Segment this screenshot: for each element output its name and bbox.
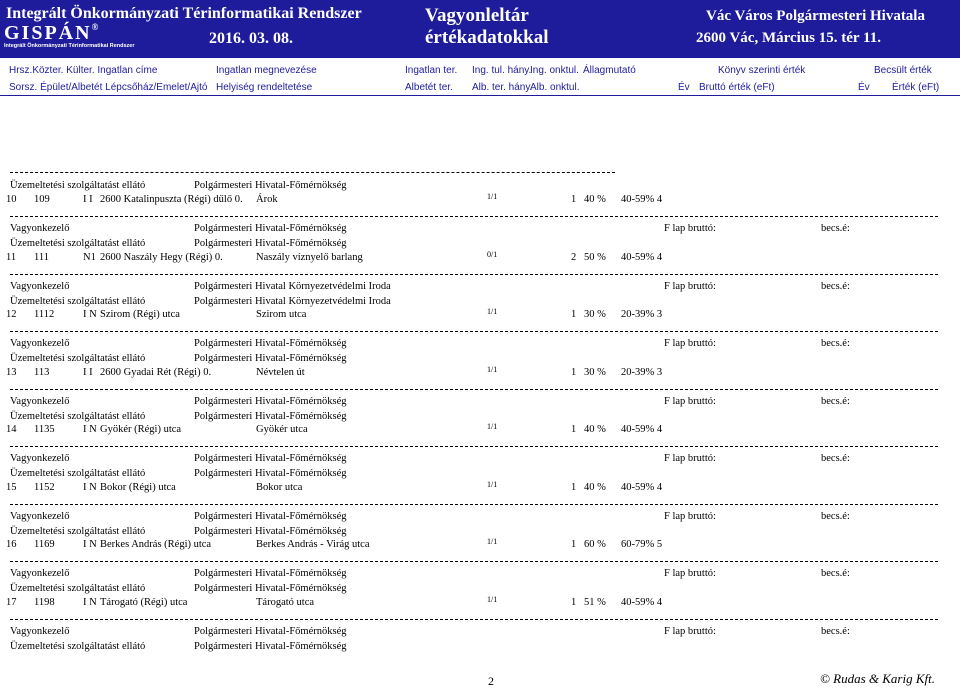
row-pct: 30 % [584, 309, 606, 320]
header-allagmutato: Állagmutató [583, 65, 636, 76]
row-tul-hany: 1/1 [487, 479, 498, 489]
vagyonkezelo-label: Vagyonkezelő [10, 338, 70, 349]
vagyonkezelo-value: Polgármesteri Hivatal-Főmérnökség [194, 453, 347, 464]
becs-label: becs.é: [821, 223, 850, 234]
row-sorszam: 10 [6, 194, 17, 205]
vagyonkezelo-label: Vagyonkezelő [10, 223, 70, 234]
row-separator [10, 561, 938, 562]
row-allagmutato: 20-39% 3 [621, 366, 663, 378]
row-sorszam: 17 [6, 596, 17, 608]
row-cim: Bokor (Régi) utca [100, 481, 176, 493]
report-date: 2016. 03. 08. [209, 30, 293, 47]
vagyonkezelo-label: Vagyonkezelő [10, 510, 70, 522]
becs-label: becs.é: [821, 625, 850, 637]
row-onktul: 1 [571, 194, 577, 205]
uzemeltetesi-value: Polgármesteri Hivatal-Főmérnökség [194, 583, 347, 594]
row-sorszam: 16 [6, 539, 17, 550]
organization-name: Vác Város Polgármesteri Hivatala [706, 8, 925, 24]
vagyonkezelo-value: Polgármesteri Hivatal-Főmérnökség [194, 625, 347, 637]
vagyonkezelo-value: Polgármesteri Hivatal-Főmérnökség [194, 510, 347, 522]
report-subtitle: értékadatokkal [425, 27, 549, 48]
row-separator [10, 446, 938, 447]
row-allagmutato: 40-59% 4 [621, 251, 663, 263]
vagyonkezelo-label: Vagyonkezelő [10, 568, 70, 579]
row-kod: I N [83, 309, 97, 320]
becs-label: becs.é: [821, 338, 850, 349]
row-onktul: 1 [571, 424, 577, 435]
row-allagmutato: 60-79% 5 [621, 539, 663, 550]
header-ev-2: Év [858, 82, 870, 93]
uzemeltetesi-value: Polgármesteri Hivatal-Főmérnökség [194, 525, 347, 537]
row-separator [10, 389, 938, 390]
uzemeltetesi-label: Üzemeltetési szolgáltatást ellátó [10, 410, 146, 422]
row-separator [10, 331, 938, 332]
flap-label: F lap bruttó: [664, 568, 716, 579]
row-onktul: 1 [571, 309, 577, 320]
organization-address: 2600 Vác, Március 15. tér 11. [696, 30, 881, 46]
row-kod: I N [83, 424, 97, 435]
row-hrsz: 1198 [34, 596, 55, 608]
row-onktul: 1 [571, 366, 577, 378]
row-onktul: 1 [571, 596, 577, 608]
row-separator [10, 274, 938, 275]
row-cim: 2600 Katalinpuszta (Régi) dűlő 0. [100, 194, 243, 205]
row-pct: 40 % [584, 481, 606, 493]
row-tul-hany: 1/1 [487, 422, 498, 431]
row-hrsz: 109 [34, 194, 50, 205]
row-hrsz: 111 [34, 251, 49, 263]
uzemeltetesi-label: Üzemeltetési szolgáltatást ellátó [10, 583, 146, 594]
flap-label: F lap bruttó: [664, 223, 716, 234]
row-tul-hany: 1/1 [487, 537, 498, 546]
uzemeltetesi-value: Polgármesteri Hivatal-Főmérnökség [194, 353, 347, 364]
becs-label: becs.é: [821, 568, 850, 579]
row-tul-hany: 1/1 [487, 364, 498, 374]
header-alb-tul: Alb. ter. hány. [472, 82, 533, 93]
uzemeltetesi-label: Üzemeltetési szolgáltatást ellátó [10, 640, 146, 652]
row-tul-hany: 1/1 [487, 594, 498, 604]
header-becsult: Becsült érték [874, 65, 932, 76]
uzemeltetesi-value: Polgármesteri Hivatal-Főmérnökség [194, 238, 347, 249]
row-pct: 40 % [584, 424, 606, 435]
becs-label: becs.é: [821, 453, 850, 464]
row-cim: 2600 Naszály Hegy (Régi) 0. [100, 251, 223, 263]
uzemeltetesi-value: Polgármesteri Hivatal-Főmérnökség [194, 640, 347, 652]
row-megnevezes: Tárogató utca [256, 596, 315, 608]
header-ingatlan-ter: Ingatlan ter. [405, 65, 458, 76]
row-tul-hany: 1/1 [487, 307, 498, 316]
row-sorszam: 12 [6, 309, 17, 320]
flap-label: F lap bruttó: [664, 338, 716, 349]
vagyonkezelo-value: Polgármesteri Hivatal Környezetvédelmi Iroda [194, 280, 391, 292]
row-allagmutato: 40-59% 4 [621, 481, 663, 493]
row-cim: Tárogató (Régi) utca [100, 596, 188, 608]
uzemeltetesi-label: Üzemeltetési szolgáltatást ellátó [10, 353, 146, 364]
flap-label: F lap bruttó: [664, 510, 716, 522]
header-megnevezes: Ingatlan megnevezése [216, 65, 317, 76]
row-megnevezes: Gyökér utca [256, 424, 308, 435]
header-brutto: Bruttó érték (eFt) [699, 82, 775, 93]
vagyonkezelo-label: Vagyonkezelő [10, 625, 70, 637]
row-sorszam: 14 [6, 424, 17, 435]
row-sorszam: 11 [6, 251, 17, 263]
row-hrsz: 113 [34, 366, 50, 378]
vagyonkezelo-label: Vagyonkezelő [10, 395, 70, 407]
row-kod: I N [83, 539, 97, 550]
header-divider [0, 95, 960, 96]
row-cim: Gyökér (Régi) utca [100, 424, 182, 435]
gispan-logo [2, 22, 147, 50]
becs-label: becs.é: [821, 395, 850, 407]
uzemeltetesi-value: Polgármesteri Hivatal-Főmérnökség [194, 180, 347, 191]
header-albetet-ter: Albetét ter. [405, 82, 453, 93]
header-ev-1: Év [678, 82, 690, 93]
row-kod: I I [83, 194, 93, 205]
row-allagmutato: 40-59% 4 [621, 194, 663, 205]
vagyonkezelo-label: Vagyonkezelő [10, 453, 70, 464]
row-tul-hany: 1/1 [487, 192, 498, 201]
row-megnevezes: Árok [256, 194, 278, 205]
row-cim: Berkes András (Régi) utca [100, 539, 212, 550]
uzemeltetesi-label: Üzemeltetési szolgáltatást ellátó [10, 468, 146, 479]
uzemeltetesi-value: Polgármesteri Hivatal Környezetvédelmi Iroda [194, 295, 391, 307]
row-kod: I N [83, 481, 97, 493]
becs-label: becs.é: [821, 510, 850, 522]
row-megnevezes: Berkes András - Virág utca [256, 539, 370, 550]
row-cim: Szirom (Régi) utca [100, 309, 180, 320]
uzemeltetesi-value: Polgármesteri Hivatal-Főmérnökség [194, 468, 347, 479]
row-hrsz: 1112 [34, 309, 55, 320]
row-allagmutato: 40-59% 4 [621, 596, 663, 608]
row-hrsz: 1152 [34, 481, 55, 493]
uzemeltetesi-label: Üzemeltetési szolgáltatást ellátó [10, 180, 146, 191]
flap-label: F lap bruttó: [664, 280, 716, 292]
row-kod: N1 [83, 251, 96, 263]
row-megnevezes: Bokor utca [256, 481, 303, 493]
row-kod: I I [83, 366, 93, 378]
row-onktul: 2 [571, 251, 577, 263]
logo-wordmark: GISPÁN® [4, 22, 99, 44]
copyright: © Rudas & Karig Kft. [820, 671, 935, 686]
row-tul-hany: 0/1 [487, 249, 498, 259]
becs-label: becs.é: [821, 280, 850, 292]
row-hrsz: 1135 [34, 424, 55, 435]
logo-subtitle: Integrált Önkormányzati Térinformatikai Rendszer [4, 43, 135, 49]
row-separator [10, 216, 938, 217]
report-title: Vagyonleltár [425, 5, 529, 26]
row-cim: 2600 Gyadai Rét (Régi) 0. [100, 366, 212, 378]
vagyonkezelo-value: Polgármesteri Hivatal-Főmérnökség [194, 568, 347, 579]
header-alb-onktul: Alb. onktul. [530, 82, 580, 93]
uzemeltetesi-label: Üzemeltetési szolgáltatást ellátó [10, 295, 146, 307]
header-ertek: Érték (eFt) [892, 82, 940, 93]
page-number: 2 [488, 674, 494, 688]
uzemeltetesi-label: Üzemeltetési szolgáltatást ellátó [10, 238, 146, 249]
header-onktul: Ing. onktul. [530, 65, 579, 76]
row-pct: 60 % [584, 539, 606, 550]
header-konyv: Könyv szerinti érték [718, 65, 806, 76]
row-pct: 51 % [584, 596, 606, 608]
row-megnevezes: Naszály víznyelő barlang [256, 251, 363, 263]
row-sorszam: 13 [6, 366, 17, 378]
flap-label: F lap bruttó: [664, 395, 716, 407]
row-separator [10, 619, 938, 620]
row-allagmutato: 40-59% 4 [621, 424, 663, 435]
row-megnevezes: Szirom utca [256, 309, 307, 320]
row-pct: 40 % [584, 194, 606, 205]
uzemeltetesi-value: Polgármesteri Hivatal-Főmérnökség [194, 410, 347, 422]
row-pct: 50 % [584, 251, 606, 263]
vagyonkezelo-value: Polgármesteri Hivatal-Főmérnökség [194, 338, 347, 349]
report-banner [0, 0, 960, 58]
vagyonkezelo-value: Polgármesteri Hivatal-Főmérnökség [194, 223, 347, 234]
row-allagmutato: 20-39% 3 [621, 309, 663, 320]
system-name: Integrált Önkormányzati Térinformatikai Rendszer [6, 5, 362, 22]
flap-label: F lap bruttó: [664, 625, 716, 637]
vagyonkezelo-value: Polgármesteri Hivatal-Főmérnökség [194, 395, 347, 407]
header-sorsz: Sorsz. Épület/Albetét Lépcsőház/Emelet/Ajtó [9, 82, 208, 93]
vagyonkezelo-label: Vagyonkezelő [10, 280, 70, 292]
row-pct: 30 % [584, 366, 606, 378]
header-hrsz: Hrsz.Közter. Külter. Ingatlan címe [9, 65, 158, 76]
row-onktul: 1 [571, 481, 577, 493]
header-helyiseg: Helyiség rendeltetése [216, 82, 313, 93]
row-sorszam: 15 [6, 481, 17, 493]
flap-label: F lap bruttó: [664, 453, 716, 464]
row-onktul: 1 [571, 539, 577, 550]
separator-top-a [10, 172, 615, 173]
row-hrsz: 1169 [34, 539, 55, 550]
uzemeltetesi-label: Üzemeltetési szolgáltatást ellátó [10, 525, 146, 537]
header-tul-hany: Ing. tul. hány. [472, 65, 532, 76]
row-megnevezes: Névtelen út [256, 366, 305, 378]
row-separator [10, 504, 938, 505]
row-kod: I N [83, 596, 97, 608]
